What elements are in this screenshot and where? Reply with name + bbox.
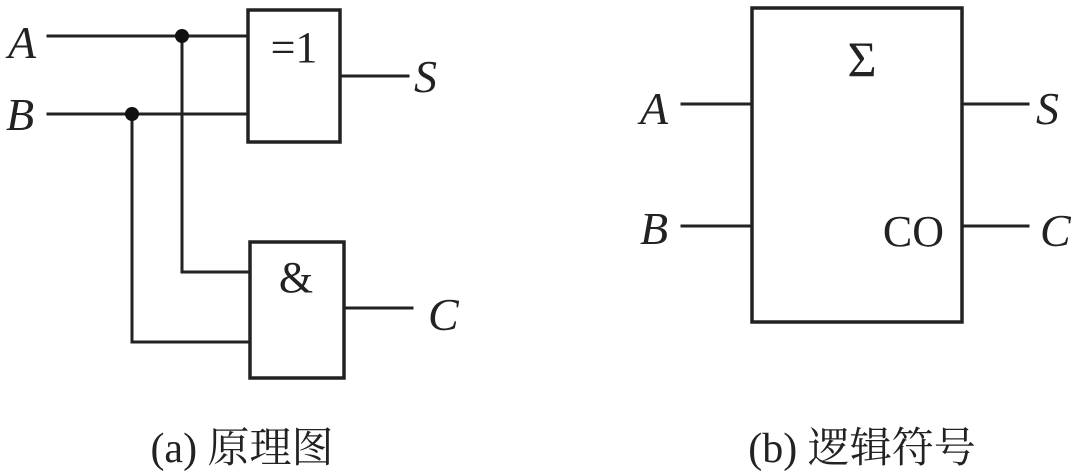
input-b-label: B [6, 89, 35, 140]
symbol-output-s-label: S [1036, 83, 1059, 134]
caption-schematic: (a) 原理图 [150, 426, 334, 472]
symbol-input-b-label: B [640, 203, 669, 254]
carry-out-pin-label: CO [882, 207, 944, 256]
symbol-output-c-label: C [1040, 205, 1071, 256]
xor-gate-label: =1 [270, 23, 318, 72]
schematic-diagram [5, 10, 460, 472]
junction-b [125, 107, 139, 121]
symbol-input-a-label: A [640, 83, 669, 134]
and-gate-label: & [278, 253, 314, 302]
output-s-label: S [414, 51, 437, 102]
wire-a-to-and-gate [182, 36, 250, 272]
input-a-label: A [8, 17, 37, 68]
output-c-label: C [428, 289, 459, 340]
logic-symbol-diagram [637, 8, 1072, 472]
sigma-symbol: Σ [847, 31, 877, 87]
caption-logic-symbol: (b) 逻辑符号 [748, 426, 976, 472]
wire-b-to-and-gate [132, 114, 250, 342]
junction-a [175, 29, 189, 43]
